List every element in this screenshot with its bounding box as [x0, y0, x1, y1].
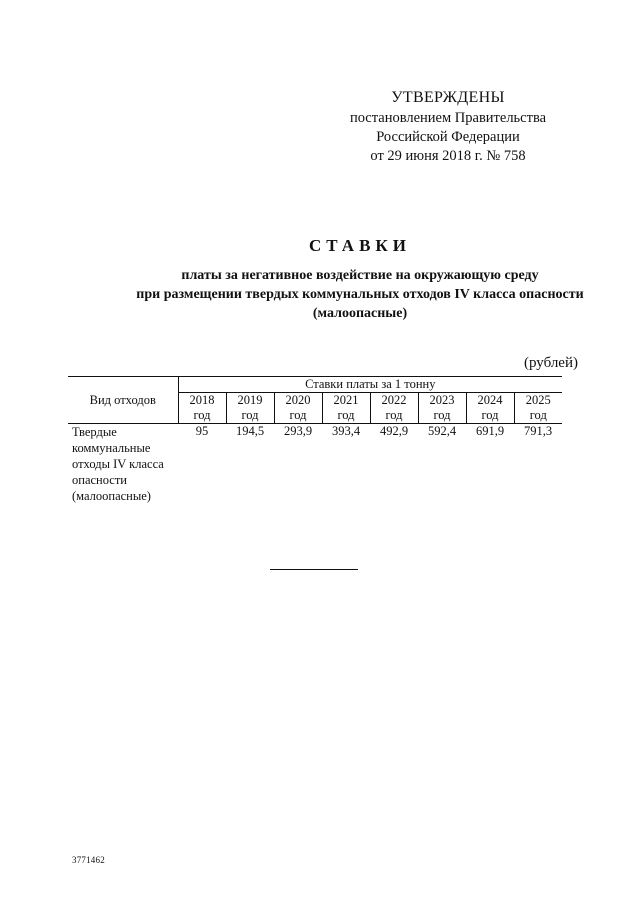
year-suffix: год [481, 408, 499, 422]
title-block [60, 236, 640, 323]
approval-line-2: Российской Федерации [376, 129, 520, 145]
waste-kind-line: Твердые [72, 425, 117, 439]
year-suffix: год [289, 408, 307, 422]
year-header-cell [178, 393, 226, 424]
year-label: 2023 [429, 393, 455, 407]
year-label: 2025 [525, 393, 551, 407]
rate-value-cell: 592,4 [427, 424, 457, 438]
year-label: 2019 [237, 393, 263, 407]
rate-value-cell: 691,9 [475, 424, 505, 438]
approval-heading: УТВЕРЖДЕНЫ [391, 89, 505, 106]
year-header-cell [322, 393, 370, 424]
rate-value-cell: 95 [195, 424, 209, 438]
year-suffix: год [529, 408, 547, 422]
year-suffix: год [385, 408, 403, 422]
approval-line-3: от 29 июня 2018 г. № 758 [370, 148, 526, 164]
rate-value-cell: 293,9 [283, 424, 313, 438]
year-header-cell [466, 393, 514, 424]
year-label: 2024 [477, 393, 503, 407]
year-suffix: год [433, 408, 451, 422]
year-label: 2018 [189, 393, 215, 407]
year-suffix: год [193, 408, 211, 422]
subtitle-line-3: (малоопасные) [312, 306, 408, 321]
rate-value-cell: 194,5 [235, 424, 265, 438]
waste-kind-line: опасности [72, 473, 127, 487]
rate-value-cell: 791,3 [523, 424, 553, 438]
document-title: СТАВКИ [309, 236, 411, 255]
year-header-cell [418, 393, 466, 424]
rates-table [68, 376, 562, 504]
subtitle-line-1: платы за негативное воздействие на окружающую среду [181, 268, 539, 283]
rates-group-header: Ставки платы за 1 тонну [178, 377, 562, 393]
unit-label: (рублей) [523, 355, 578, 371]
approval-line-1: постановлением Правительства [349, 110, 547, 126]
year-header-cell [514, 393, 562, 424]
year-header-cell [274, 393, 322, 424]
year-header-cell [370, 393, 418, 424]
approval-stamp [330, 88, 566, 166]
year-label: 2021 [333, 393, 359, 407]
kind-column-header: Вид отходов [68, 377, 178, 424]
table-header-row [68, 377, 562, 393]
subtitle-line-2: при размещении твердых коммунальных отходов IV класса опасности [136, 287, 584, 302]
waste-kind-line: отходы IV класса [72, 457, 164, 471]
rate-value-cell: 393,4 [331, 424, 361, 438]
year-header-cell [226, 393, 274, 424]
end-separator-line [270, 569, 358, 570]
waste-kind-line: (малоопасные) [72, 489, 151, 503]
rate-value-cell: 492,9 [379, 424, 409, 438]
waste-kind-line: коммунальные [72, 441, 151, 455]
waste-kind-cell [68, 424, 178, 505]
year-label: 2022 [381, 393, 407, 407]
year-label: 2020 [285, 393, 311, 407]
year-suffix: год [241, 408, 259, 422]
table-row [68, 424, 562, 505]
year-suffix: год [337, 408, 355, 422]
document-code: 3771462 [72, 855, 105, 865]
